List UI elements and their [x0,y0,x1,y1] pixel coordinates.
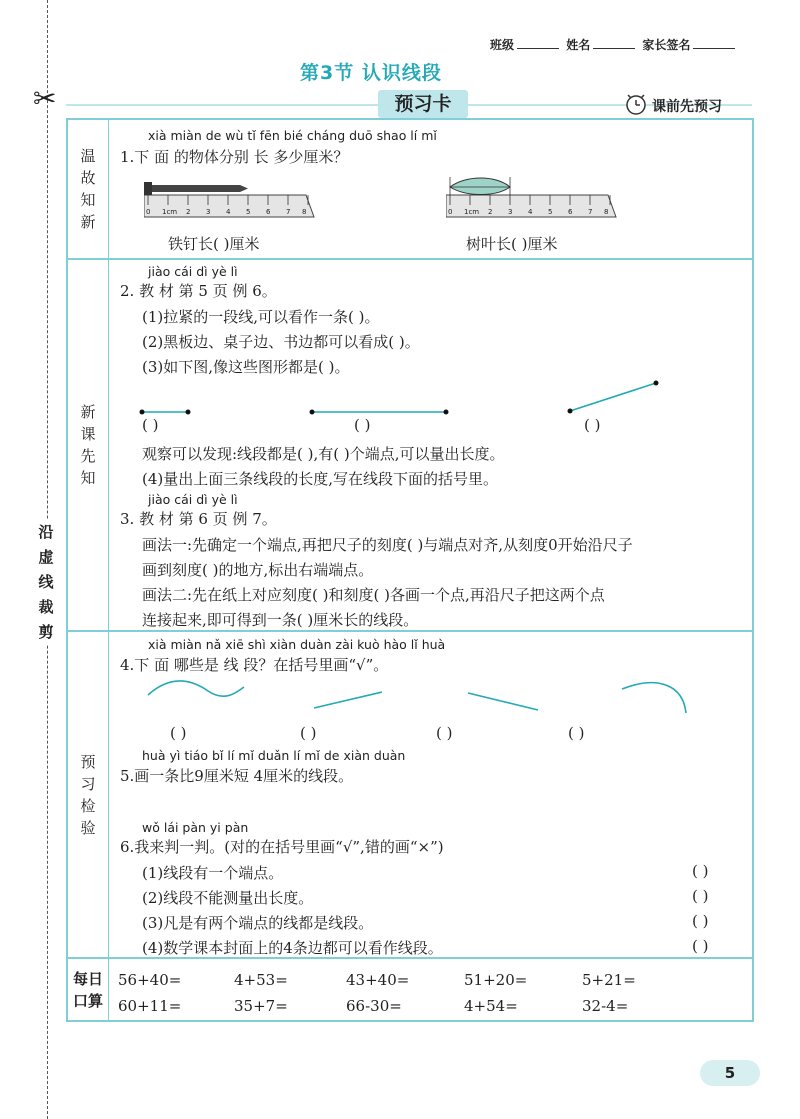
q6-item: (1)线段有一个端点。 [142,864,284,882]
page-number: 5 [700,1060,760,1086]
clock-icon [624,92,648,116]
parent-sign-field[interactable] [693,48,735,49]
calc-item: 4+54= [464,997,518,1015]
ruler-leaf [446,175,618,221]
line3-check[interactable]: ( ) [436,724,453,742]
q2-line1: (1)拉紧的一段线,可以看作一条( )。 [142,308,380,326]
q1-text: 1.下 面 的物体分别 长 多少厘米？ [120,148,349,166]
calc-item: 56+40= [118,971,182,989]
svg-text:5: 5 [246,208,251,216]
q6-answer[interactable]: ( ) [692,887,709,905]
q2-text: 2. 教 材 第 5 页 例 6。 [120,282,277,300]
svg-text:6: 6 [568,208,573,216]
calc-item: 5+21= [582,971,636,989]
class-field[interactable] [517,48,559,49]
q3-method2b: 连接起来,即可得到一条( )厘米长的线段。 [142,611,419,629]
section-check-label: 预习检验 [68,632,109,957]
q5-text: 5.画一条比9厘米短 4厘米的线段。 [120,767,354,785]
svg-text:6: 6 [266,208,271,216]
q2-line2: (2)黑板边、桌子边、书边都可以看成( )。 [142,333,420,351]
scissors-icon: ✂ [33,82,57,115]
preview-tag: 课前先预习 [652,99,722,115]
seg2-answer[interactable]: ( ) [354,416,371,434]
svg-text:0: 0 [146,208,151,216]
calc-item: 4+53= [234,971,288,989]
calc-item: 32-4= [582,997,629,1015]
calc-item: 35+7= [234,997,288,1015]
svg-text:4: 4 [226,208,231,216]
q1-right-caption: 树叶长( )厘米 [466,235,558,253]
q6-item: (2)线段不能测量出长度。 [142,889,314,907]
q3-method1a: 画法一:先确定一个端点,再把尺子的刻度( )与端点对齐,从刻度0开始沿尺子 [142,536,633,554]
q6-pinyin: wǒ lái pàn yi pàn [142,820,249,835]
q1-pinyin: xià miàn de wù tǐ fēn bié cháng duō shao lí mǐ [148,128,437,143]
q2-line4: (4)量出上面三条线段的长度,写在线段下面的括号里。 [142,470,499,488]
q2-observe: 观察可以发现:线段都是( ),有( )个端点,可以量出长度。 [142,445,505,463]
q6-answer[interactable]: ( ) [692,937,709,955]
q1-left-caption: 铁钉长( )厘米 [168,235,260,253]
line4-check[interactable]: ( ) [568,724,585,742]
ruler-nail [144,175,316,221]
divider [68,258,752,260]
svg-text:1cm: 1cm [162,208,178,216]
calc-item: 43+40= [346,971,410,989]
q4-pinyin: xià miàn nǎ xiē shì xiàn duàn zài kuò hào lǐ huà [148,637,446,652]
svg-text:2: 2 [488,208,493,216]
preview-card [66,118,754,1022]
svg-text:7: 7 [286,208,291,216]
q3-pinyin: jiào cái dì yè lì [148,492,238,507]
q3-method1b: 画到刻度( )的地方,标出右端端点。 [142,561,374,579]
svg-text:0: 0 [448,208,453,216]
q4-text: 4.下 面 哪些是 线 段？在括号里画“√”。 [120,656,389,674]
seg1-answer[interactable]: ( ) [142,416,159,434]
lines-figure [138,675,738,725]
class-label: 班级 [490,38,515,52]
divider [68,630,752,632]
section-title: 第3节 认识线段 [300,62,442,84]
student-info [490,36,738,53]
calc-item: 66-30= [346,997,402,1015]
svg-text:1cm: 1cm [464,208,480,216]
name-label: 姓名 [566,38,591,52]
section-new-label: 新课先知 [68,260,109,630]
card-title: 预习卡 [378,90,468,118]
q2-line3: (3)如下图,像这些图形都是( )。 [142,358,350,376]
calc-item: 51+20= [464,971,528,989]
calc-item: 60+11= [118,997,182,1015]
svg-text:7: 7 [588,208,593,216]
q6-text: 6.我来判一判。(对的在括号里画“√”,错的画“×”) [120,838,444,856]
q6-answer[interactable]: ( ) [692,912,709,930]
q2-pinyin: jiào cái dì yè lì [148,264,238,279]
seg3-answer[interactable]: ( ) [584,416,601,434]
q6-item: (4)数学课本封面上的4条边都可以看作线段。 [142,939,443,957]
q3-method2a: 画法二:先在纸上对应刻度( )和刻度( )各画一个点,再沿尺子把这两个点 [142,586,605,604]
svg-text:5: 5 [548,208,553,216]
svg-text:2: 2 [186,208,191,216]
section-daily-label: 每日口算 [68,959,109,1020]
line1-check[interactable]: ( ) [170,724,187,742]
svg-text:3: 3 [206,208,211,216]
q3-text: 3. 教 材 第 6 页 例 7。 [120,510,277,528]
svg-text:3: 3 [508,208,513,216]
q6-item: (3)凡是有两个端点的线都是线段。 [142,914,374,932]
section-review-label: 温故知新 [68,120,109,258]
svg-text:4: 4 [528,208,533,216]
name-field[interactable] [593,48,635,49]
cut-label: 沿虚线裁剪 [36,520,56,645]
q6-answer[interactable]: ( ) [692,862,709,880]
svg-text:8: 8 [302,208,307,216]
svg-text:8: 8 [604,208,609,216]
parent-sign-label: 家长签名 [642,38,691,52]
q5-pinyin: huà yì tiáo bǐ lí mǐ duǎn lí mǐ de xiàn duàn [142,748,406,763]
line2-check[interactable]: ( ) [300,724,317,742]
